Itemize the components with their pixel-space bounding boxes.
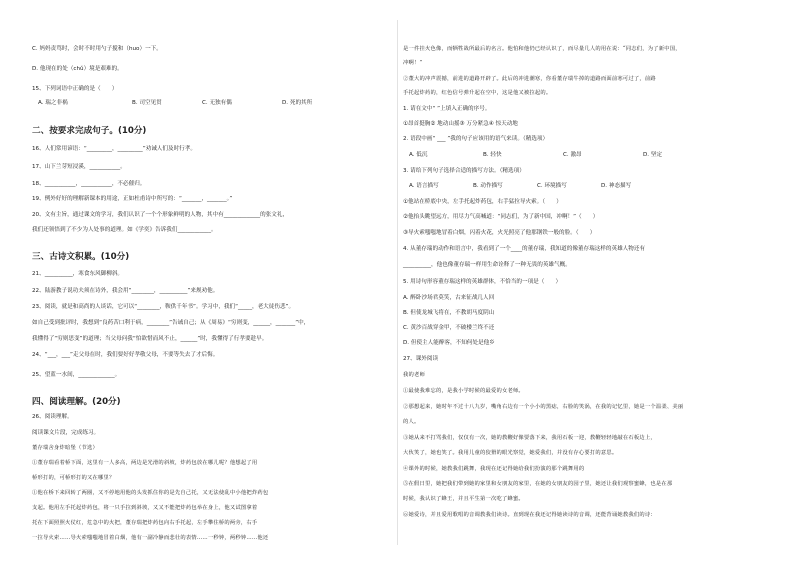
column-divider: [397, 20, 398, 545]
left-text-line: B. 司空见贯: [132, 100, 162, 106]
right-text-line: 27、课外阅读: [403, 356, 439, 362]
left-text-line: D. 他现在的处（chǔ）境是艰难的。: [32, 66, 123, 72]
left-text-line: 一拉导火索……导火索嗤嗤地冒着白烟，他有一副冷静而悲壮的表情……一秒钟，两秒钟……他还: [32, 535, 269, 541]
left-column: [32, 0, 387, 562]
left-text-line: ①他在桥下来回转了两圈，又不停地用他的头发抓住你的是先自己托，又无法使乱中小他把炸药包: [32, 490, 269, 496]
left-section-heading: 三、古诗文积累。(10分): [32, 252, 130, 262]
right-text-line: 大伙笑了，她也笑了。我用儿童的狡猾的眼光察觉，她爱我们，并没有存心要打的意思。: [403, 450, 618, 456]
left-text-line: 桥形打的，可桥形打的又在哪里？: [32, 475, 115, 481]
right-text-line: C. 激昂: [563, 152, 582, 158]
left-text-line: 17、山下兰芽短浸溪，___________。: [32, 164, 126, 170]
right-text-line: 是一件挂火色像，而牺牲战所最后的名言。他怕和他仍已经认识了，而尽量几人的用在说：“同志们，为了新中国，: [403, 46, 681, 52]
left-text-line: 26、阅读理解。: [32, 414, 73, 420]
left-text-line: 托在下面照照火仗红，危急中的火把，董存瑞把炸药包向右手托起，左手攀住桥的两旁，右手: [32, 520, 258, 526]
right-text-line: 5. 用诗句形容董存瑞这样的英雄群体，不恰当的一项是（ ）: [403, 279, 562, 285]
left-text-line: D. 死的其所: [282, 100, 313, 106]
right-text-line: 1. 请在文中“ ”上填入正确的序号。: [403, 106, 491, 112]
right-text-line: A. 语言描写: [409, 183, 439, 189]
right-column: [403, 0, 758, 562]
right-text-line: ①最使我难忘的，是我小学时候的最爱的女老师。: [403, 388, 524, 394]
left-text-line: 19、例外好好的理解新课本的用途，正如杜甫诗中所写的：“_______，_______。”: [32, 196, 233, 202]
right-text-line: 手托起炸药的，红色信号弹升起在空中，这是他又被拉起的。: [403, 90, 552, 96]
right-text-line: B. 动作描写: [473, 183, 503, 189]
left-text-line: 24、“___，___”走父母在时，我们要好好孝敬父母，不要等失去了才后悔。: [32, 352, 219, 358]
left-text-line: 25、望蓝一水间，_____________。: [32, 372, 121, 378]
right-text-line: ⑥她爱诗，并且爱用歌唱的音调教我们读诗。直到现在我还记得她读诗的音调，还能背诵她教我们的诗：: [403, 512, 656, 518]
left-text-line: 15、下列词语中正确的是（ ）: [32, 86, 118, 92]
right-text-line: 4. 从董存瑞的动作和语言中，我看到了一个____的董存瑞，我知道的像董存瑞这样的英雄人物还有: [403, 246, 646, 252]
left-text-line: 18、___________，___________，不必催归。: [32, 181, 146, 187]
left-text-line: 我懂得了“穷则思变”的道理；当父母问我“怕欲惜而风不止，______”时，我懂得了行孝要趁早。: [32, 336, 268, 342]
left-text-line: 16、人们常用谚语：“_________，_________”劝诫人们及时行孝。: [32, 146, 196, 152]
left-text-line: ①董存瑞看着桥下面，这里有一人多高，两边是光滑的斜坡，炸药包放在哪儿呢？他想起了用: [32, 460, 258, 466]
left-text-line: 22、陆游教子说功夫须在诗外，我会用“________，__________”来规劝他。: [32, 288, 219, 294]
right-text-line: A. 低沉: [409, 152, 428, 158]
right-text-line: 我的老师: [403, 372, 425, 378]
right-text-line: 的人。: [403, 419, 420, 425]
right-text-line: ②董大的冲声震撼，前进的道路开辟了。此后的冲进潮寒，你看董存瑞牛掉的道路而面前寒可过了，前路: [403, 76, 656, 82]
left-text-line: 支起。他用左手托起炸药包，将一只手拉到斜坡，又又不能把炸药包举在身上，他又试图拿着: [32, 505, 258, 511]
right-text-line: ②他抬头眺望远方，用尽力气高喊道：“同志们，为了新中国，冲啊！”（ ）: [403, 214, 599, 220]
left-text-line: 董存瑞舍身炸暗堡（节选）: [32, 445, 98, 451]
left-section-heading: 四、阅读理解。(20分): [32, 397, 121, 407]
left-section-heading: 二、按要求完成句子。(10分): [32, 126, 147, 136]
right-text-line: __________，他也像董存瑞一样用生命诠释了一种无畏的英雄气概。: [403, 262, 571, 268]
right-text-line: B. 但使龙城飞将在，不教胡马度阴山: [403, 310, 495, 316]
right-text-line: ④课外的时候，她教我们跳舞，我现在还记得她给我们扮演的那个跳舞用的: [403, 466, 585, 472]
left-text-line: 23、阅读，就是和高尚的人谈话，它可以“________，鞍供千年书”。学习中，我们“_____，老大徒伤悲”。: [32, 304, 295, 310]
right-text-line: 2. 语段中画“ ___ ”我的句子应该用的语气来读。（精选项）: [403, 136, 549, 142]
left-text-line: A. 瑞之非祸: [38, 100, 68, 106]
right-text-line: D. 但使主人能醉客，不知何处是他乡: [403, 340, 495, 346]
left-text-line: 我们还领悟到了不少为人处事的道理。如《学奕》告诉我们____________。: [32, 227, 217, 233]
left-text-line: 如自己受到批评时，我想到“良药苦口利于病，________”告诫自己；从《周易》“穷则变，______，_______”中，: [32, 320, 310, 326]
right-text-line: 冲啊！”: [403, 60, 423, 66]
right-text-line: ①昂首挺胸② 地动山摇③ 万分紧急④ 惊天动地: [403, 121, 518, 127]
right-text-line: C. 黄沙百战穿金甲，不破楼兰终不还: [403, 325, 495, 331]
right-text-line: D. 神态描写: [601, 183, 632, 189]
right-text-line: ⑤在假日里，她把我们带到她的家里和女朋友的家里，在她的女朋友的园子里，她还让我们观察蜜蜂，也是在那: [403, 481, 673, 487]
right-text-line: ②那想起来，她时年不过十八九岁，嘴角右边有一个小小的黑痣，右脸的笑涡，在我的记忆里，她是一个温柔、美丽: [403, 404, 684, 410]
right-text-line: B. 轻快: [483, 152, 502, 158]
left-text-line: C. 妈妈责骂时，会时不时用勺子搅和（huo）一下。: [32, 46, 162, 52]
right-text-line: 3. 请给下列句子选择合适的描写方法。（精选项）: [403, 168, 525, 174]
left-text-line: 阅读课文片段，完成练习。: [32, 430, 100, 436]
left-text-line: 20、文有主旨，通过课文的学习，我们认识了一个个形象鲜明的人物，其中有_____________的张文礼，: [32, 212, 289, 218]
right-text-line: C. 环境描写: [537, 183, 567, 189]
right-text-line: D. 坚定: [643, 152, 663, 158]
left-text-line: 21、__________，寒食东风御柳斜。: [32, 271, 124, 277]
right-text-line: ①他站在桥底中央，左手托起炸药包，右手猛拉导火索。（ ）: [403, 199, 562, 205]
right-text-line: ③导火索嗤嗤地冒着白烟，闪着火花，火光照亮了他那钢铁一般的脸。（ ）: [403, 230, 596, 236]
right-text-line: ③她从来不打骂我们，仅仅有一次，她的教鞭好像要落下来，我用石板一迎，教鞭轻轻地敲在石板边上，: [403, 435, 656, 441]
right-text-line: 时候，我认识了蜂王，并且平生第一次吃了蜂蜜。: [403, 496, 524, 502]
right-text-line: A. 醉卧沙场君莫笑，古来征战几人回: [403, 295, 495, 301]
left-text-line: C. 无独有偶: [202, 100, 232, 106]
